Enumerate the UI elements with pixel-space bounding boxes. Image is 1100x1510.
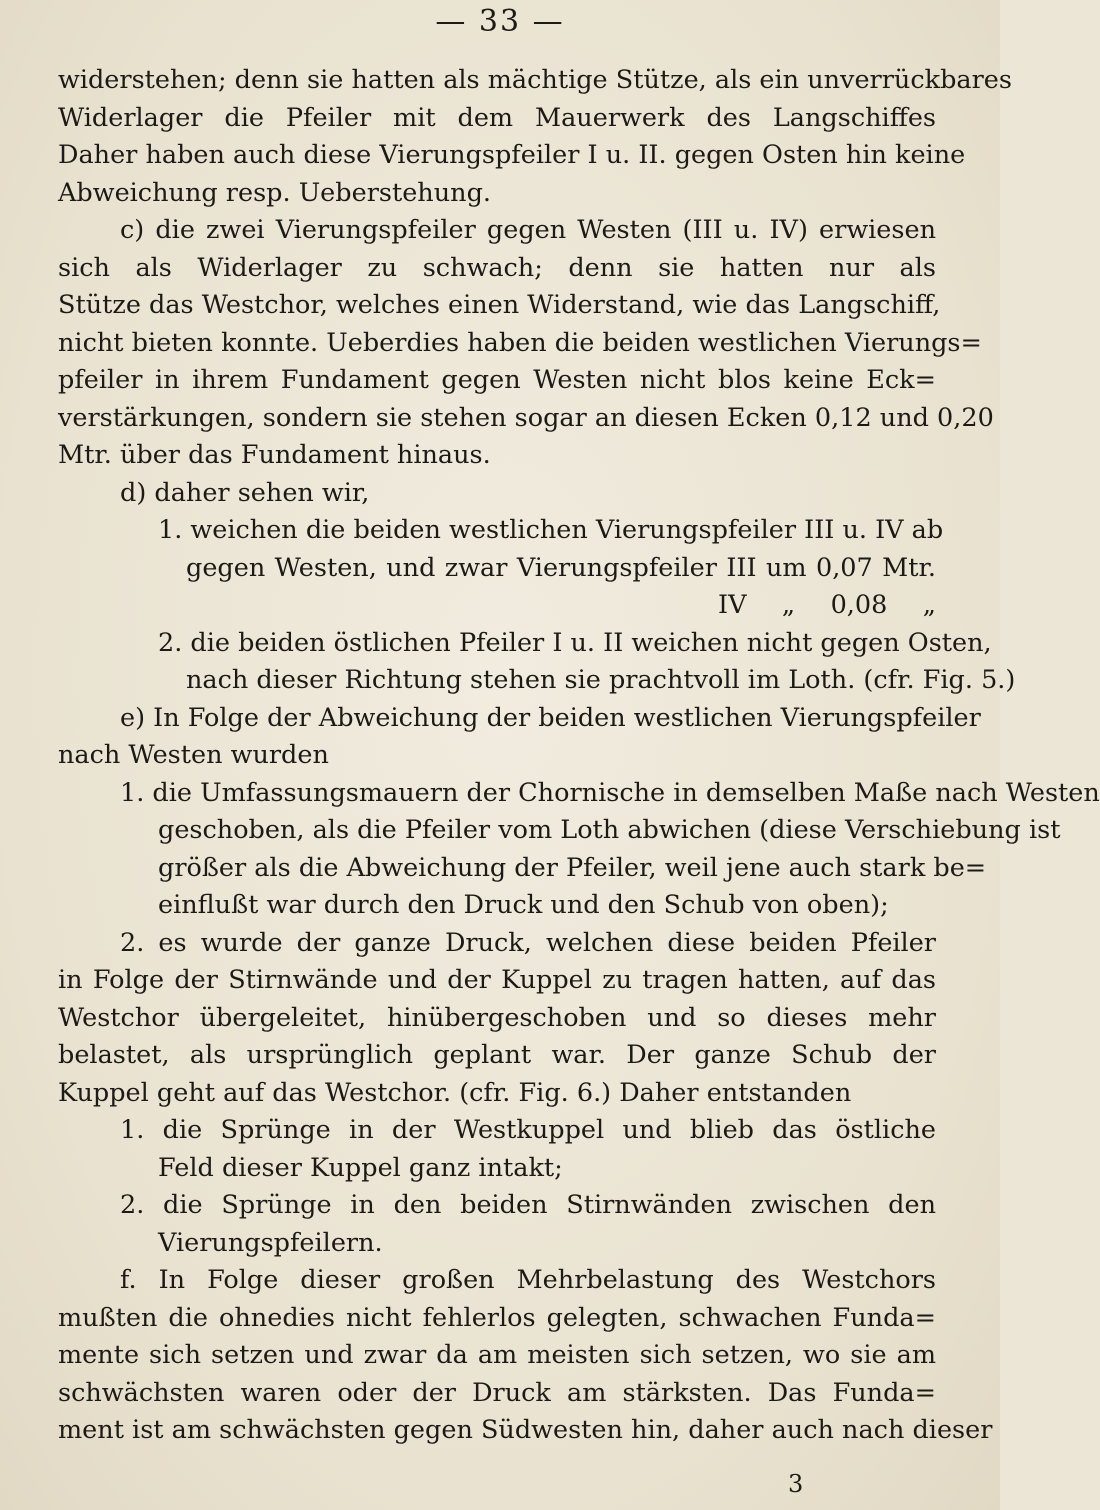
text-line: Vierungspfeilern. <box>158 1227 383 1258</box>
text-line: schwächsten waren oder der Druck am stärksten. Das Funda= <box>58 1377 936 1408</box>
text-line: c) die zwei Vierungspfeiler gegen Westen (III u. IV) erwiesen <box>120 215 936 245</box>
text-line: mente sich setzen und zwar da am meisten sich setzen, wo sie am <box>58 1340 936 1370</box>
text-line: f. In Folge dieser großen Mehrbelastung des Westchors <box>120 1265 936 1295</box>
text-line: 2. die beiden östlichen Pfeiler I u. II weichen nicht gegen Osten, <box>158 627 992 658</box>
text-line: e) In Folge der Abweichung der beiden westlichen Vierungspfeiler <box>120 702 981 733</box>
page-number: — 33 — <box>435 4 565 39</box>
text-line: sich als Widerlager zu schwach; denn sie hatten nur als <box>58 252 936 283</box>
text-line: 2. es wurde der ganze Druck, welchen diese beiden Pfeiler <box>120 927 936 958</box>
text-line: gegen Westen, und zwar Vierungspfeiler III um 0,07 Mtr. <box>186 552 936 583</box>
text-line: Westchor übergeleitet, hinübergeschoben und so dieses mehr <box>58 1002 936 1033</box>
text-line: geschoben, als die Pfeiler vom Loth abwichen (diese Verschiebung ist <box>158 815 1061 845</box>
text-line: 1. die Sprünge in der Westkuppel und blieb das östliche <box>120 1115 936 1145</box>
text-line: nicht bieten konnte. Ueberdies haben die beiden westlichen Vierungs= <box>58 327 982 358</box>
text-line: 1. weichen die beiden westlichen Vierungspfeiler III u. IV ab <box>158 515 944 545</box>
text-line: nach dieser Richtung stehen sie prachtvoll im Loth. (cfr. Fig. 5.) <box>186 665 1016 695</box>
text-line: in Folge der Stirnwände und der Kuppel zu tragen hatten, auf das <box>58 965 936 995</box>
text-line: pfeiler in ihrem Fundament gegen Westen nicht blos keine Eck= <box>58 365 936 395</box>
text-line: d) daher sehen wir, <box>120 477 370 508</box>
text-line: verstärkungen, sondern sie stehen sogar an diesen Ecken 0,12 und 0,20 <box>58 402 994 433</box>
text-line: mußten die ohnedies nicht fehlerlos gelegten, schwachen Funda= <box>58 1302 936 1333</box>
text-line: ment ist am schwächsten gegen Südwesten hin, daher auch nach dieser <box>58 1415 993 1445</box>
text-line: Kuppel geht auf das Westchor. (cfr. Fig. 6.) Daher entstanden <box>58 1077 852 1108</box>
text-line: Widerlager die Pfeiler mit dem Mauerwerk des Langschiffes <box>58 102 936 133</box>
text-line: 2. die Sprünge in den beiden Stirnwänden zwischen den <box>120 1190 936 1220</box>
text-line: Stütze das Westchor, welches einen Widerstand, wie das Langschiff, <box>58 290 941 320</box>
text-line: Daher haben auch diese Vierungspfeiler I u. II. gegen Osten hin keine <box>58 140 966 170</box>
body-text <box>58 62 1100 1450</box>
text-line: widerstehen; denn sie hatten als mächtige Stütze, als ein unverrückbares <box>58 65 1012 95</box>
signature-mark: 3 <box>788 1470 804 1498</box>
text-line: belastet, als ursprünglich geplant war. Der ganze Schub der <box>58 1040 936 1070</box>
text-line: Feld dieser Kuppel ganz intakt; <box>158 1152 563 1183</box>
text-line: einflußt war durch den Druck und den Schub von oben); <box>158 890 889 920</box>
text-line: IV „ 0,08 „ <box>718 590 936 620</box>
text-line: nach Westen wurden <box>58 740 329 770</box>
text-line: Mtr. über das Fundament hinaus. <box>58 440 491 470</box>
text-line: 1. die Umfassungsmauern der Chornische in demselben Maße nach Westen <box>120 777 1100 808</box>
text-line: Abweichung resp. Ueberstehung. <box>58 177 492 208</box>
text-line: größer als die Abweichung der Pfeiler, weil jene auch stark be= <box>158 852 987 883</box>
